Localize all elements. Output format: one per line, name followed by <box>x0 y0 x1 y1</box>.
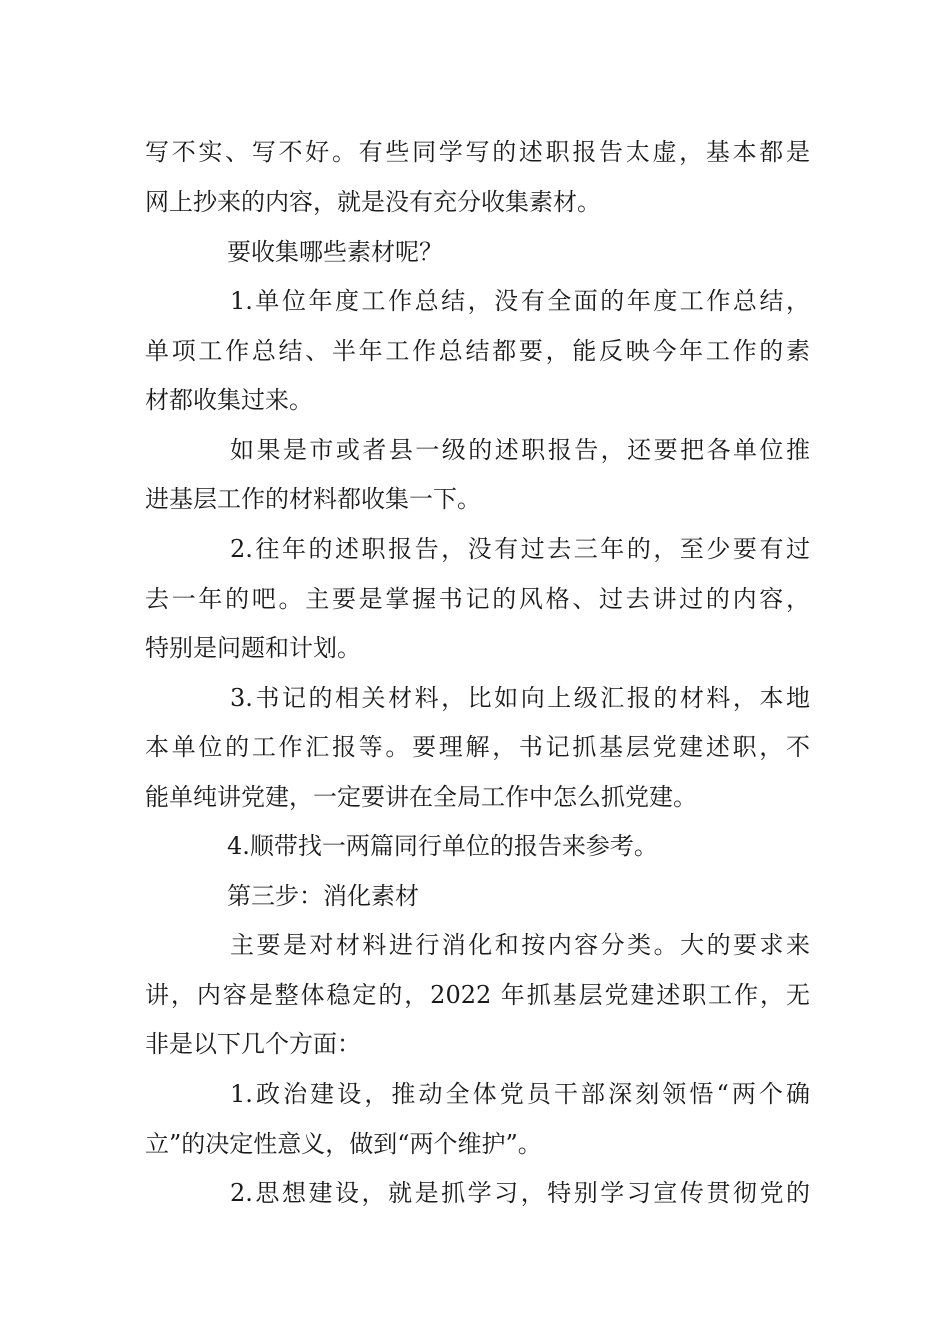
text-line: 进基层工作的材料都收集一下。 <box>145 485 481 513</box>
text-line: 特别是问题和计划。 <box>145 634 361 662</box>
text-line: 能单纯讲党建，一定要讲在全局工作中怎么抓党建。 <box>145 783 697 811</box>
text-line: 1.单位年度工作总结，没有全面的年度工作总结， <box>230 287 810 315</box>
text-line: 写不实、写不好。有些同学写的述职报告太虚，基本都是 <box>145 138 810 166</box>
text-line: 单项工作总结、半年工作总结都要，能反映今年工作的素 <box>145 337 810 365</box>
text-line: 立”的决定性意义，做到“两个维护”。 <box>145 1130 542 1158</box>
text-line: 要收集哪些素材呢？ <box>227 238 443 266</box>
text-line: 网上抄来的内容，就是没有充分收集素材。 <box>145 188 601 216</box>
text-line: 1.政治建设，推动全体党员干部深刻领悟“两个确 <box>230 1080 810 1108</box>
text-line: 2.往年的述职报告，没有过去三年的，至少要有过 <box>230 535 810 563</box>
text-line: 2.思想建设，就是抓学习，特别学习宣传贯彻党的 <box>230 1179 810 1207</box>
text-line: 4.顺带找一两篇同行单位的报告来参考。 <box>227 832 658 860</box>
text-line: 主要是对材料进行消化和按内容分类。大的要求来 <box>230 931 810 959</box>
text-line: 去一年的吧。主要是掌握书记的风格、过去讲过的内容， <box>145 585 810 613</box>
section-heading: 第三步：消化素材 <box>227 882 419 910</box>
text-line: 非是以下几个方面： <box>145 1030 361 1058</box>
text-line: 材都收集过来。 <box>145 386 313 414</box>
text-line: 讲，内容是整体稳定的，2022 年抓基层党建述职工作，无 <box>145 981 810 1009</box>
text-line: 本单位的工作汇报等。要理解，书记抓基层党建述职，不 <box>145 733 810 761</box>
text-line: 如果是市或者县一级的述职报告，还要把各单位推 <box>230 436 810 464</box>
text-line: 3.书记的相关材料，比如向上级汇报的材料，本地 <box>230 684 810 712</box>
